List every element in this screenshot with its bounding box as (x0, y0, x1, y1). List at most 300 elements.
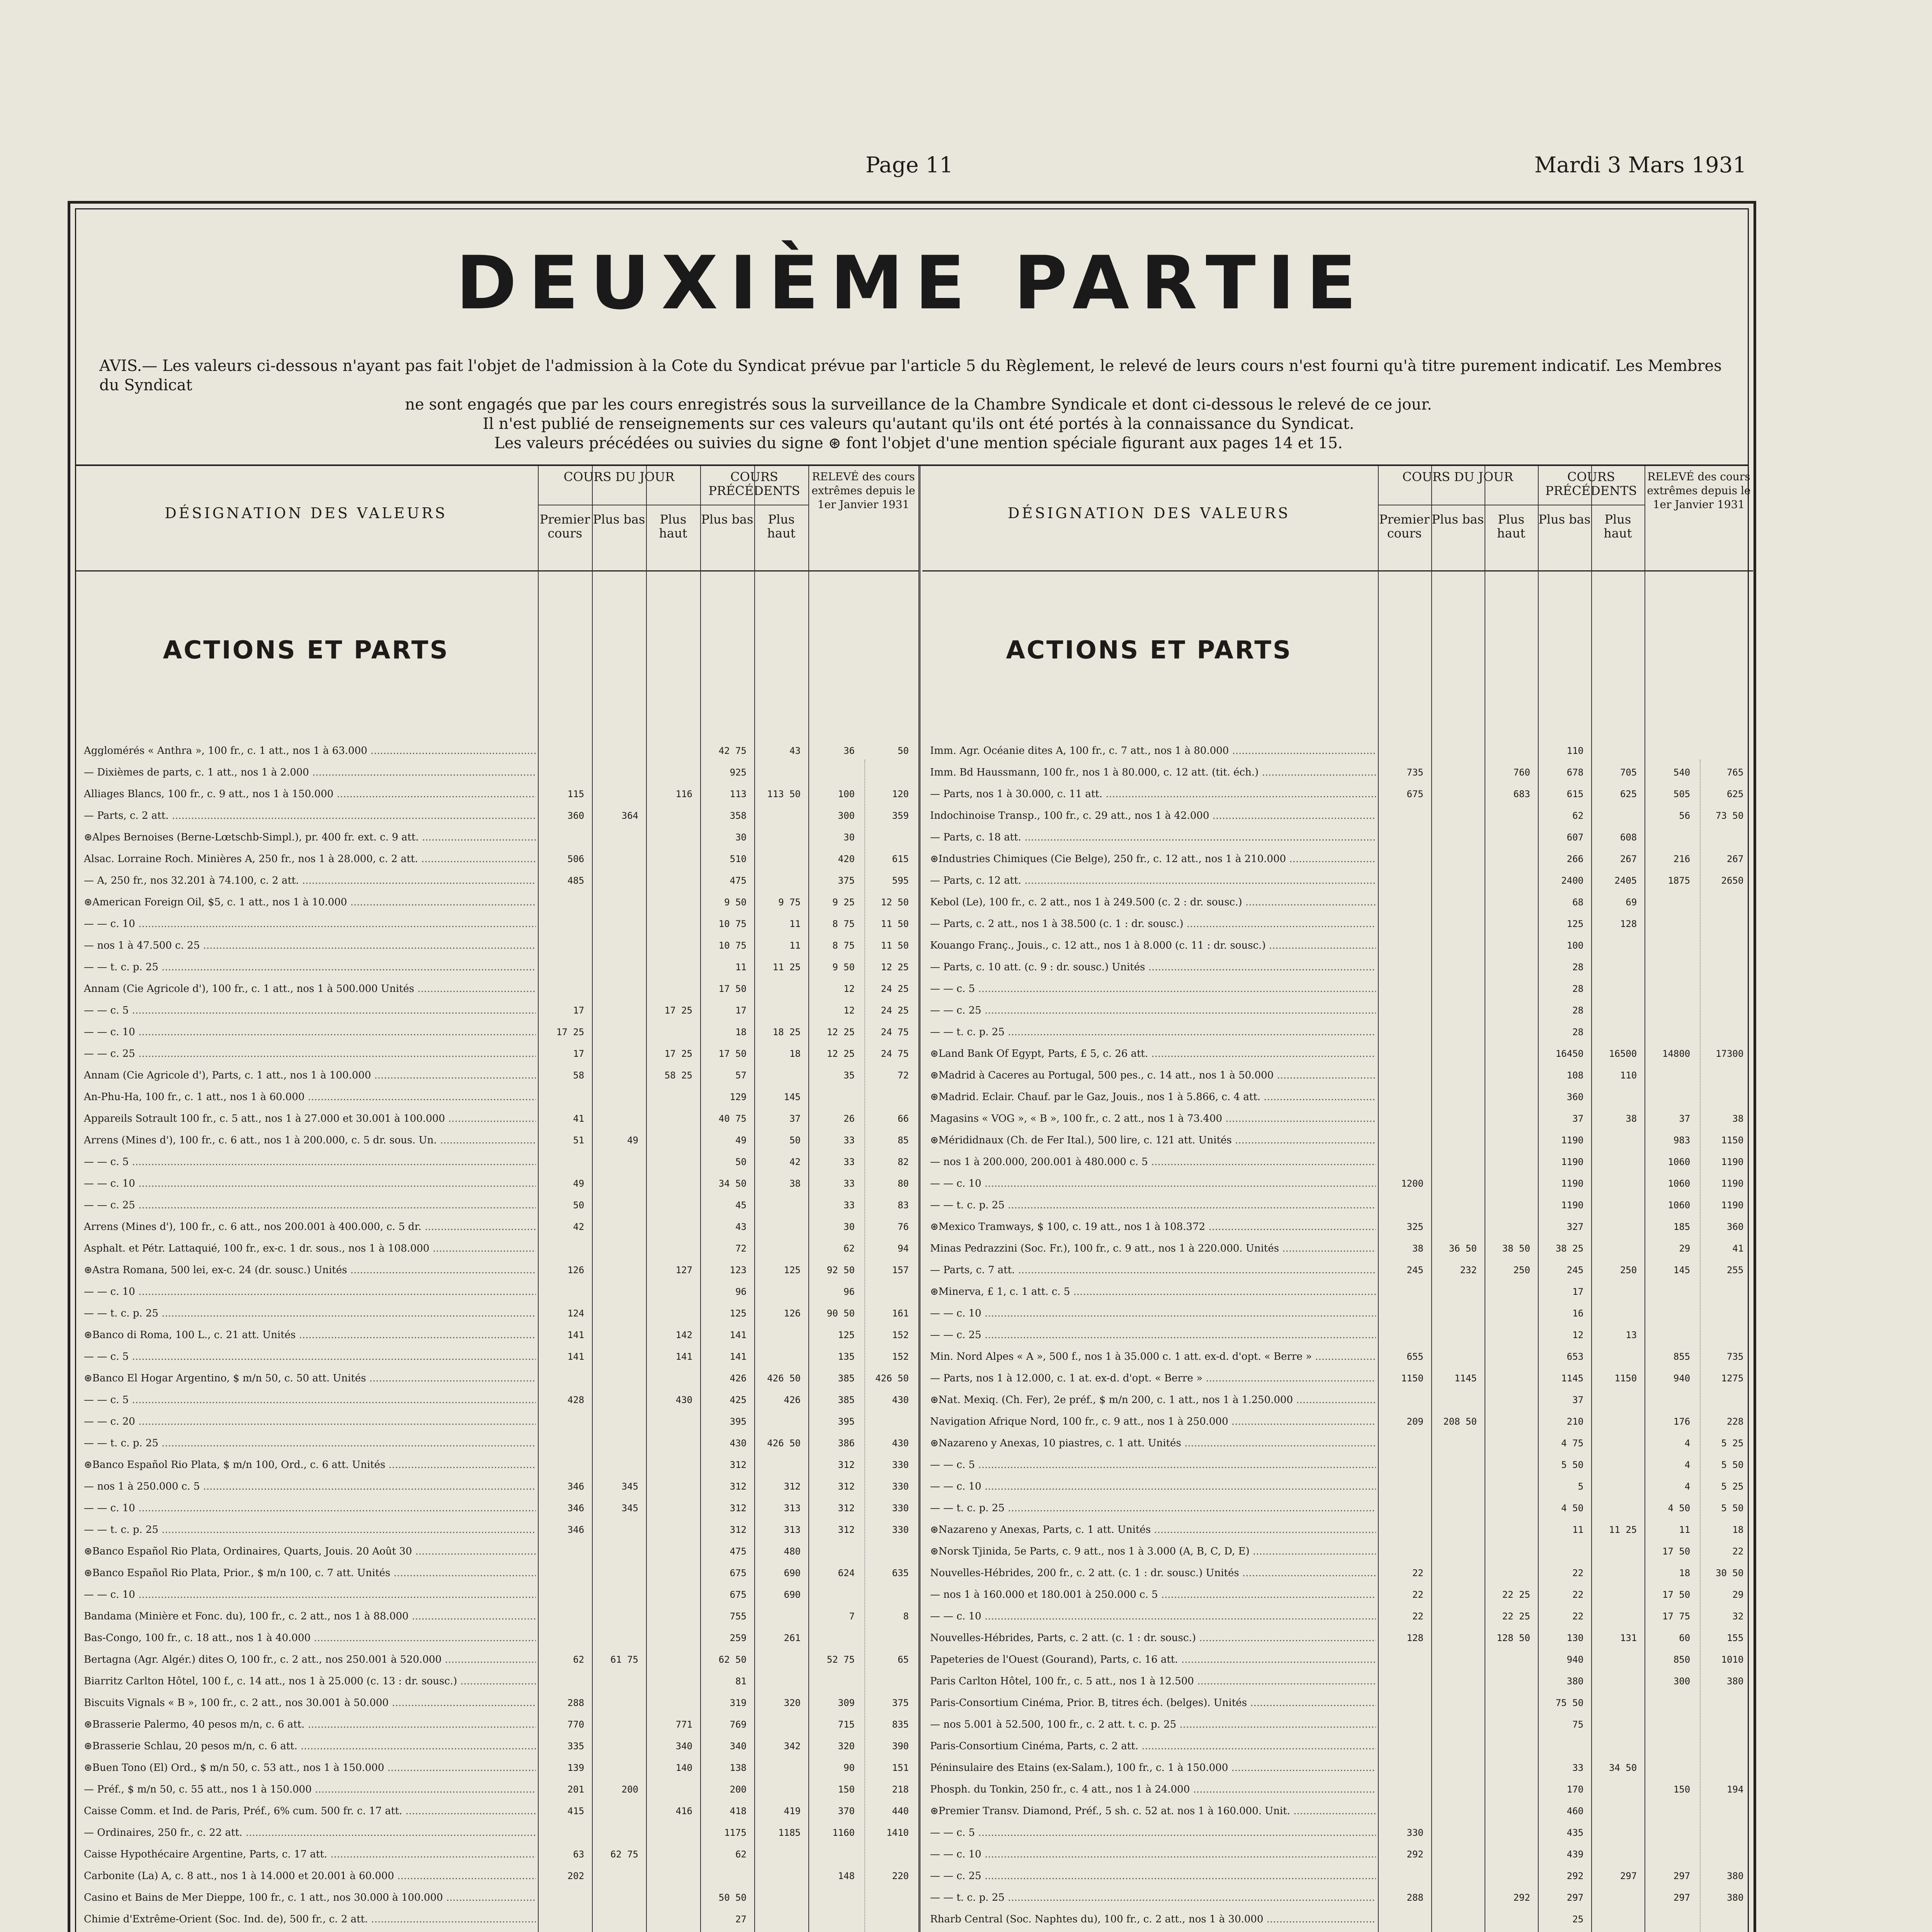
price-pb: 27 (735, 1914, 747, 1925)
price-pb: 34 50 (718, 1178, 747, 1189)
security-name: — — c. 5 ..... (84, 1155, 536, 1168)
price-haut: 250 (1513, 1265, 1531, 1276)
price-rh: 151 (892, 1762, 909, 1773)
security-name: ⊛Banco Español Rio Plata, Ordinaires, Quarts, Jouis. 20 Août 30 ..... (84, 1545, 536, 1558)
quotation-row (76, 1026, 918, 1039)
quotation-row (76, 1069, 918, 1082)
price-prem: 126 (567, 1265, 584, 1276)
price-rb: 370 (838, 1806, 855, 1816)
security-name: — — c. 10 ..... (84, 917, 536, 930)
quotation-row (76, 1264, 918, 1277)
price-rh: 155 (1726, 1633, 1744, 1643)
price-ph: 11 25 (772, 962, 801, 973)
security-name: — — c. 10 ..... (930, 1177, 1376, 1190)
price-prem: 62 (573, 1654, 584, 1665)
price-pb: 130 (1566, 1633, 1584, 1643)
security-name: — — c. 10 ..... (84, 1502, 536, 1515)
quotation-row (922, 1415, 1753, 1428)
price-rh: 5 50 (1721, 1503, 1744, 1514)
column-rule-dotted (864, 760, 865, 1932)
price-rb: 386 (838, 1438, 855, 1449)
price-ph: 11 (789, 940, 801, 951)
price-prem: 139 (567, 1762, 584, 1773)
designation-header: DÉSIGNATION DES VALEURS (1008, 505, 1291, 522)
price-rh: 635 (892, 1568, 909, 1578)
price-rb: 60 (1679, 1633, 1690, 1643)
price-rb: 1060 (1668, 1200, 1690, 1211)
quotation-row (922, 1026, 1753, 1039)
security-name: Asphalt. et Pétr. Lattaquié, 100 fr., ex-c. 1 dr. sous., nos 1 à 108.000 ..... (84, 1242, 536, 1255)
quotation-row (922, 1307, 1753, 1320)
security-name: ⊛Nat. Mexiq. (Ch. Fer), 2e préf., $ m/n 200, c. 1 att., nos 1 à 1.250.000 ..... (930, 1393, 1376, 1406)
security-name: ⊛Land Bank Of Egypt, Parts, £ 5, c. 26 att. ..... (930, 1047, 1376, 1060)
price-pb: 37 (1572, 1113, 1584, 1124)
price-prem: 22 (1412, 1568, 1423, 1578)
security-name: Alsac. Lorraine Roch. Minières A, 250 fr., nos 1 à 28.000, c. 2 att. ..... (84, 852, 536, 866)
security-name: — — c. 10 ..... (84, 1588, 536, 1601)
price-rb: 33 (844, 1200, 855, 1211)
price-rh: 426 50 (875, 1373, 909, 1384)
quotation-row (922, 852, 1753, 866)
security-name: ⊛American Foreign Oil, $5, c. 1 att., nos 1 à 10.000 ..... (84, 896, 536, 909)
price-rh: 380 (1726, 1892, 1744, 1903)
price-rb: 850 (1673, 1654, 1690, 1665)
price-rb: 17 50 (1662, 1589, 1690, 1600)
security-name: Kebol (Le), 100 fr., c. 2 att., nos 1 à 249.500 (c. 2 : dr. sousc.) ..... (930, 896, 1376, 909)
price-ph: 9 75 (778, 897, 801, 908)
price-pb: 125 (1566, 918, 1584, 929)
security-name: — — c. 10 ..... (930, 1848, 1376, 1861)
price-pb: 360 (1566, 1092, 1584, 1102)
price-pb: 1145 (1561, 1373, 1584, 1384)
security-name: ⊛Brasserie Schlau, 20 pesos m/n, c. 6 att. ..... (84, 1740, 536, 1753)
subheader-4: Plus haut (767, 512, 796, 541)
price-rb: 185 (1673, 1221, 1690, 1232)
quotation-row (76, 982, 918, 995)
price-rh: 330 (892, 1503, 909, 1514)
price-pb: 16450 (1555, 1048, 1584, 1059)
quotation-row (76, 1610, 918, 1623)
price-rb: 62 (844, 1243, 855, 1254)
price-haut: 22 25 (1502, 1589, 1531, 1600)
price-rb: 983 (1673, 1135, 1690, 1146)
subheader-0: Premier cours (1379, 512, 1430, 541)
price-ph: 297 (1620, 1871, 1637, 1881)
quotation-row (922, 1804, 1753, 1818)
price-pb: 138 (730, 1762, 747, 1773)
price-rh: 72 (898, 1070, 909, 1081)
quotation-row (76, 939, 918, 952)
security-name: — — c. 5 ..... (930, 982, 1376, 995)
security-name: ⊛Norsk Tjinida, 5e Parts, c. 9 att., nos 1 à 3.000 (A, B, C, D, E) ..... (930, 1545, 1376, 1558)
price-bas: 364 (621, 810, 638, 821)
price-bas: 208 50 (1443, 1416, 1477, 1427)
price-rh: 220 (892, 1871, 909, 1881)
security-name: Appareils Sotrault 100 fr., c. 5 att., nos 1 à 27.000 et 30.001 à 100.000 ..... (84, 1112, 536, 1125)
price-pb: 96 (735, 1286, 747, 1297)
price-prem: 360 (567, 810, 584, 821)
price-prem: 38 (1412, 1243, 1423, 1254)
price-pb: 62 50 (718, 1654, 747, 1665)
price-rh: 24 75 (881, 1027, 909, 1037)
price-rb: 385 (838, 1373, 855, 1384)
price-pb: 940 (1566, 1654, 1584, 1665)
price-haut: 683 (1513, 789, 1531, 799)
notice-line-3: Il n'est publié de renseignements sur ces valeurs qu'autant qu'ils ont été portés à la connaissance du Syndicat. (483, 415, 1354, 433)
price-ph: 38 (1626, 1113, 1637, 1124)
price-prem: 51 (573, 1135, 584, 1146)
quotation-row (922, 1523, 1753, 1536)
price-haut: 416 (675, 1806, 692, 1816)
price-ph: 320 (784, 1697, 801, 1708)
price-bas: 49 (627, 1135, 638, 1146)
price-rb: 145 (1673, 1265, 1690, 1276)
quotation-row (922, 1177, 1753, 1190)
price-ph: 2405 (1614, 875, 1637, 886)
price-pb: 4 75 (1561, 1438, 1584, 1449)
price-rb: 312 (838, 1524, 855, 1535)
price-rb: 11 (1679, 1524, 1690, 1535)
price-rb: 148 (838, 1871, 855, 1881)
security-name: Caisse Hypothécaire Argentine, Parts, c. 17 att. ..... (84, 1848, 536, 1861)
price-pb: 200 (730, 1784, 747, 1795)
security-name: — — c. 25 ..... (930, 1004, 1376, 1017)
price-rh: 11 50 (881, 918, 909, 929)
quotation-row (76, 1804, 918, 1818)
quotation-row (922, 1566, 1753, 1580)
price-pb: 340 (730, 1741, 747, 1752)
price-pb: 17 50 (718, 1048, 747, 1059)
price-pb: 16 (1572, 1308, 1584, 1319)
security-name: — — c. 20 ..... (84, 1415, 536, 1428)
price-ph: 37 (789, 1113, 801, 1124)
price-rb: 420 (838, 854, 855, 864)
security-name: — nos 1 à 200.000, 200.001 à 480.000 c. 5 ..... (930, 1155, 1376, 1168)
security-name: Casino et Bains de Mer Dieppe, 100 fr., c. 1 att., nos 30.000 à 100.000 ..... (84, 1891, 536, 1904)
price-prem: 50 (573, 1200, 584, 1211)
price-haut: 17 25 (664, 1048, 692, 1059)
price-pb: 755 (730, 1611, 747, 1622)
price-rh: 17300 (1716, 1048, 1744, 1059)
security-name: — nos 1 à 160.000 et 180.001 à 250.000 c. 5 ..... (930, 1588, 1376, 1601)
price-prem: 22 (1412, 1589, 1423, 1600)
price-pb: 11 (735, 962, 747, 973)
price-haut: 340 (675, 1741, 692, 1752)
price-prem: 506 (567, 854, 584, 864)
price-rb: 12 25 (827, 1048, 855, 1059)
quotation-row (76, 1696, 918, 1709)
security-name: — Parts, c. 2 att. ..... (84, 809, 536, 822)
quotation-row (922, 1112, 1753, 1125)
quotation-row (922, 1437, 1753, 1450)
price-pb: 49 (735, 1135, 747, 1146)
price-pb: 615 (1566, 789, 1584, 799)
price-pb: 675 (730, 1589, 747, 1600)
price-haut: 128 50 (1497, 1633, 1531, 1643)
price-rh: 835 (892, 1719, 909, 1730)
price-pb: 28 (1572, 983, 1584, 994)
quotation-row (76, 1090, 918, 1104)
price-bas: 345 (621, 1503, 638, 1514)
price-pb: 418 (730, 1806, 747, 1816)
security-name: Rharb Central (Soc. Naphtes du), 100 fr., c. 2 att., nos 1 à 30.000 ..... (930, 1913, 1376, 1926)
price-prem: 346 (567, 1481, 584, 1492)
price-pb: 50 (735, 1156, 747, 1167)
price-ph: 69 (1626, 897, 1637, 908)
subheader-1: Plus bas (593, 512, 645, 527)
quotation-row (922, 1480, 1753, 1493)
price-haut: 430 (675, 1395, 692, 1405)
subheader-3: Plus bas (1538, 512, 1591, 527)
quotation-row (76, 831, 918, 844)
price-rb: 33 (844, 1156, 855, 1167)
price-ph: 131 (1620, 1633, 1637, 1643)
price-rb: 135 (838, 1351, 855, 1362)
price-rh: 38 (1732, 1113, 1744, 1124)
price-haut: 22 25 (1502, 1611, 1531, 1622)
price-rb: 297 (1673, 1871, 1690, 1881)
price-rb: 297 (1673, 1892, 1690, 1903)
price-pb: 4 50 (1561, 1503, 1584, 1514)
quotation-row (76, 1566, 918, 1580)
price-haut: 116 (675, 789, 692, 799)
price-pb: 141 (730, 1351, 747, 1362)
designation-header: DÉSIGNATION DES VALEURS (165, 505, 447, 522)
price-pb: 312 (730, 1524, 747, 1535)
security-name: — — c. 25 ..... (84, 1047, 536, 1060)
price-rb: 26 (844, 1113, 855, 1124)
price-ph: 313 (784, 1503, 801, 1514)
price-pb: 22 (1572, 1568, 1584, 1578)
quotation-row (76, 1545, 918, 1558)
price-prem: 288 (567, 1697, 584, 1708)
security-name: — nos 1 à 47.500 c. 25 ..... (84, 939, 536, 952)
price-ph: 690 (784, 1589, 801, 1600)
price-pb: 439 (1566, 1849, 1584, 1860)
price-prem: 1150 (1401, 1373, 1423, 1384)
quotation-row (76, 1155, 918, 1168)
price-rh: 194 (1726, 1784, 1744, 1795)
security-name: — nos 5.001 à 52.500, 100 fr., c. 2 att. t. c. p. 25 ..... (930, 1718, 1376, 1731)
price-rb: 29 (1679, 1243, 1690, 1254)
price-rb: 4 (1684, 1481, 1690, 1492)
column-rule-dotted (1700, 760, 1701, 1932)
price-haut: 142 (675, 1330, 692, 1340)
price-rh: 120 (892, 789, 909, 799)
security-name: ⊛Industries Chimiques (Cie Belge), 250 fr., c. 12 att., nos 1 à 210.000 ..... (930, 852, 1376, 866)
quotation-row (76, 1502, 918, 1515)
table-header (922, 466, 1753, 571)
price-bas: 62 75 (610, 1849, 638, 1860)
price-pb: 28 (1572, 962, 1584, 973)
security-name: Arrens (Mines d'), 100 fr., c. 6 att., nos 1 à 200.000, c. 5 dr. sous. Un. ..... (84, 1134, 536, 1147)
price-rh: 11 50 (881, 940, 909, 951)
price-pb: 12 (1572, 1330, 1584, 1340)
page-header (46, 153, 1747, 184)
price-rh: 24 25 (881, 1005, 909, 1016)
price-pb: 1175 (724, 1827, 747, 1838)
price-pb: 607 (1566, 832, 1584, 843)
price-pb: 312 (730, 1459, 747, 1470)
quotation-row (76, 1415, 918, 1428)
price-ph: 125 (784, 1265, 801, 1276)
table-left-half (76, 466, 920, 1932)
price-haut: 17 25 (664, 1005, 692, 1016)
quotation-row (76, 1783, 918, 1796)
price-rh: 152 (892, 1351, 909, 1362)
price-rh: 595 (892, 875, 909, 886)
security-name: Nouvelles-Hébrides, 200 fr., c. 2 att. (c. 1 : dr. sousc.) Unités ..... (930, 1566, 1376, 1580)
price-rb: 150 (1673, 1784, 1690, 1795)
section-title: ACTIONS ET PARTS (163, 636, 449, 665)
security-name: Biscuits Vignals « B », 100 fr., c. 2 att., nos 30.001 à 50.000 ..... (84, 1696, 536, 1709)
quotation-row (922, 896, 1753, 909)
price-ph: 313 (784, 1524, 801, 1535)
price-prem: 292 (1406, 1849, 1423, 1860)
quotation-row (76, 1242, 918, 1255)
price-rb: 395 (838, 1416, 855, 1427)
price-prem: 58 (573, 1070, 584, 1081)
price-rb: 125 (838, 1330, 855, 1340)
price-rh: 8 (903, 1611, 909, 1622)
price-pb: 68 (1572, 897, 1584, 908)
price-ph: 426 (784, 1395, 801, 1405)
price-ph: 42 (789, 1156, 801, 1167)
price-pb: 510 (730, 854, 747, 864)
quotation-row (922, 1718, 1753, 1731)
price-rb: 855 (1673, 1351, 1690, 1362)
price-ph: 43 (789, 745, 801, 756)
price-pb: 426 (730, 1373, 747, 1384)
price-rh: 32 (1732, 1611, 1744, 1622)
security-name: — Dixièmes de parts, c. 1 att., nos 1 à 2.000 ..... (84, 766, 536, 779)
price-pb: 259 (730, 1633, 747, 1643)
price-pb: 28 (1572, 1027, 1584, 1037)
quotation-row (76, 1199, 918, 1212)
security-name: — — c. 10 ..... (84, 1285, 536, 1298)
quotation-row (76, 1047, 918, 1060)
security-name: — — t. c. p. 25 ..... (930, 1199, 1376, 1212)
price-haut: 141 (675, 1351, 692, 1362)
price-pb: 129 (730, 1092, 747, 1102)
price-prem: 288 (1406, 1892, 1423, 1903)
quotation-row (922, 1610, 1753, 1623)
price-rb: 309 (838, 1697, 855, 1708)
subheader-1: Plus bas (1432, 512, 1484, 527)
price-pb: 22 (1572, 1589, 1584, 1600)
price-pb: 395 (730, 1416, 747, 1427)
quotation-row (76, 961, 918, 974)
price-rh: 228 (1726, 1416, 1744, 1427)
quotation-row (922, 1869, 1753, 1883)
security-name: — — c. 5 ..... (84, 1393, 536, 1406)
price-rh: 625 (1726, 789, 1744, 799)
security-name: ⊛Madrid à Caceres au Portugal, 500 pes., c. 14 att., nos 1 à 50.000 ..... (930, 1069, 1376, 1082)
inner-frame (75, 208, 1749, 1932)
price-rb: 375 (838, 875, 855, 886)
price-ph: 608 (1620, 832, 1637, 843)
price-prem: 141 (567, 1351, 584, 1362)
security-name: Annam (Cie Agricole d'), 100 fr., c. 1 att., nos 1 à 500.000 Unités ..... (84, 982, 536, 995)
security-name: Bas-Congo, 100 fr., c. 18 att., nos 1 à 40.000 ..... (84, 1631, 536, 1645)
price-haut: 58 25 (664, 1070, 692, 1081)
security-name: Minas Pedrazzini (Soc. Fr.), 100 fr., c. 9 att., nos 1 à 220.000. Unités ..... (930, 1242, 1376, 1255)
price-rh: 218 (892, 1784, 909, 1795)
price-prem: 115 (567, 789, 584, 799)
quotation-row (922, 1264, 1753, 1277)
price-rb: 35 (844, 1070, 855, 1081)
quotation-table (76, 464, 1751, 1932)
security-name: Magasins « VOG », « B », 100 fr., c. 2 att., nos 1 à 73.400 ..... (930, 1112, 1376, 1125)
security-name: — — t. c. p. 25 ..... (84, 1437, 536, 1450)
security-name: Agglomérés « Anthra », 100 fr., c. 1 att., nos 1 à 63.000 ..... (84, 744, 536, 757)
quotation-row (76, 1740, 918, 1753)
price-rb: 4 (1684, 1459, 1690, 1470)
price-bas: 1145 (1454, 1373, 1477, 1384)
price-pb: 312 (730, 1481, 747, 1492)
security-name: Biarritz Carlton Hôtel, 100 f., c. 14 att., nos 1 à 25.000 (c. 13 : dr. sousc.) ..... (84, 1675, 536, 1688)
security-name: Min. Nord Alpes « A », 500 f., nos 1 à 35.000 c. 1 att. ex-d. d'opt. « Berre » ..... (930, 1350, 1376, 1363)
quotation-row (922, 1913, 1753, 1926)
quotation-row (922, 1761, 1753, 1774)
price-ph: 11 (789, 918, 801, 929)
subheader-4: Plus haut (1604, 512, 1632, 541)
price-pb: 475 (730, 875, 747, 886)
price-pb: 30 (735, 832, 747, 843)
security-name: — — c. 10 ..... (930, 1480, 1376, 1493)
quotation-row (76, 1393, 918, 1406)
price-pb: 266 (1566, 854, 1584, 864)
security-name: Péninsulaire des Etains (ex-Salam.), 100 fr., c. 1 à 150.000 ..... (930, 1761, 1376, 1774)
price-haut: 292 (1513, 1892, 1531, 1903)
price-rb: 56 (1679, 810, 1690, 821)
subheader-2: Plus haut (659, 512, 687, 541)
price-ph: 13 (1626, 1330, 1637, 1340)
price-rh: 80 (898, 1178, 909, 1189)
price-pb: 245 (1566, 1265, 1584, 1276)
price-prem: 330 (1406, 1827, 1423, 1838)
price-prem: 325 (1406, 1221, 1423, 1232)
price-rb: 624 (838, 1568, 855, 1578)
price-haut: 38 50 (1502, 1243, 1531, 1254)
price-rh: 29 (1732, 1589, 1744, 1600)
notice-block (99, 356, 1738, 453)
quotation-row (76, 1718, 918, 1731)
security-name: Arrens (Mines d'), 100 fr., c. 6 att., nos 200.001 à 400.000, c. 5 dr. ..... (84, 1220, 536, 1233)
price-prem: 201 (567, 1784, 584, 1795)
quotation-row (76, 1848, 918, 1861)
price-pb: 25 (1572, 1914, 1584, 1925)
table-right-half (922, 466, 1753, 1932)
security-name: ⊛Banco Español Rio Plata, Prior., $ m/n 100, c. 7 att. Unités ..... (84, 1566, 536, 1580)
quotation-row (922, 1350, 1753, 1363)
security-name: Kouango Franç., Jouis., c. 12 att., nos 1 à 8.000 (c. 11 : dr. sousc.) ..... (930, 939, 1376, 952)
price-rh: 390 (892, 1741, 909, 1752)
price-rh: 5 25 (1721, 1481, 1744, 1492)
quotation-row (922, 766, 1753, 779)
notice-line-2: ne sont engagés que par les cours enregistrés sous la surveillance de la Chambre Syndicale et dont ci-dessous le relevé de ce jour. (405, 396, 1432, 413)
security-name: — Parts, c. 2 att., nos 1 à 38.500 (c. 1 : dr. sousc.) ..... (930, 917, 1376, 930)
notice-line-4: Les valeurs précédées ou suivies du signe ⊛ font l'objet d'une mention spéciale figurant aux pages 14 et 15. (494, 434, 1343, 452)
subheader-2: Plus haut (1497, 512, 1526, 541)
price-prem: 346 (567, 1503, 584, 1514)
security-name: ⊛Alpes Bernoises (Berne-Lœtschb-Simpl.), pr. 400 fr. ext. c. 9 att. ..... (84, 831, 536, 844)
cours-du-jour-header: COURS DU JOUR (1402, 469, 1514, 484)
security-name: An-Phu-Ha, 100 fr., c. 1 att., nos 1 à 60.000 ..... (84, 1090, 536, 1104)
price-pb: 113 (730, 789, 747, 799)
price-rh: 375 (892, 1697, 909, 1708)
quotation-row (922, 1393, 1753, 1406)
